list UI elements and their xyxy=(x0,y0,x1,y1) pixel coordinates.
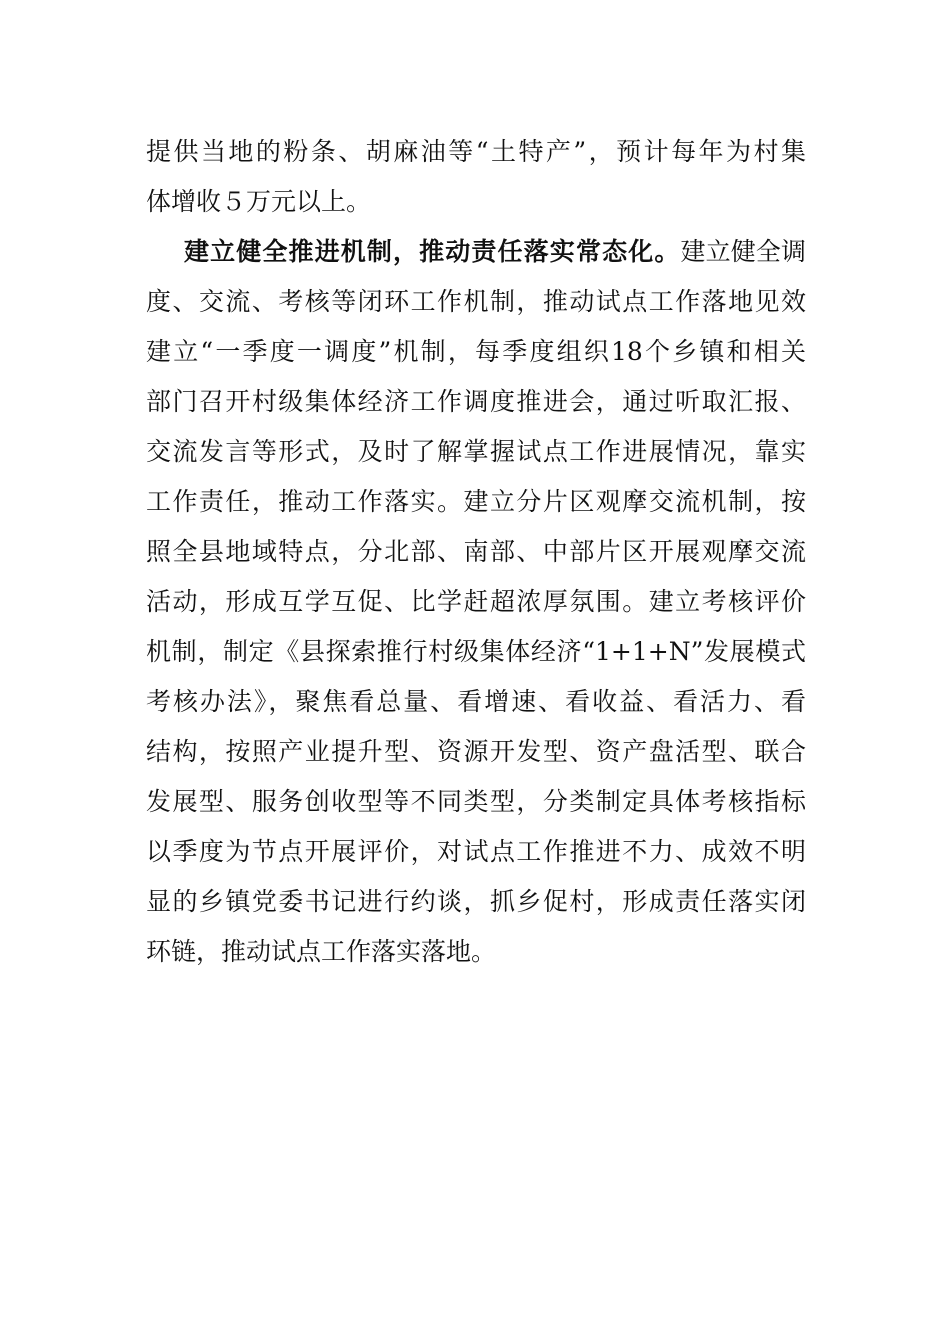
paragraph-1-line-2: 体增收５万元以上。 xyxy=(146,187,372,216)
paragraph-2-line-10: 考核办法》，聚焦看总量、看增速、看收益、看活力、看 xyxy=(146,687,806,716)
paragraph-2-first-line-rest: 建立健全调 xyxy=(680,237,806,266)
paragraph-2-line-9: 机制，制定《县探索推行村级集体经济“1+1+N”发展模式 xyxy=(146,637,806,666)
paragraph-2-line-7: 照全县地域特点，分北部、南部、中部片区开展观摩交流 xyxy=(146,537,806,566)
paragraph-1-line-1: 提供当地的粉条、胡麻油等“土特产”，预计每年为村集 xyxy=(146,137,806,166)
paragraph-2-line-6: 工作责任，推动工作落实。建立分片区观摩交流机制，按 xyxy=(146,487,806,516)
paragraph-2-line-12: 发展型、服务创收型等不同类型，分类制定具体考核指标 xyxy=(146,787,806,816)
paragraph-2-line-13: 以季度为节点开展评价，对试点工作推进不力、成效不明 xyxy=(146,837,806,866)
paragraph-2-lead-in: 建立健全推进机制，推动责任落实常态化。 xyxy=(184,237,681,266)
paragraph-2-line-4: 部门召开村级集体经济工作调度推进会，通过听取汇报、 xyxy=(146,387,806,416)
paragraph-2-line-15: 环链，推动试点工作落实落地。 xyxy=(146,937,497,966)
paragraph-2-line-14: 显的乡镇党委书记进行约谈，抓乡促村，形成责任落实闭 xyxy=(146,887,806,916)
paragraph-2-line-1 xyxy=(184,232,806,272)
paragraph-2-line-8: 活动，形成互学互促、比学赶超浓厚氛围。建立考核评价 xyxy=(146,587,806,616)
paragraph-2-line-5: 交流发言等形式，及时了解掌握试点工作进展情况，靠实 xyxy=(146,437,806,466)
paragraph-2-line-2: 度、交流、考核等闭环工作机制，推动试点工作落地见效 xyxy=(146,287,806,316)
paragraph-2-line-3: 建立“一季度一调度”机制，每季度组织18个乡镇和相关 xyxy=(146,337,806,366)
paragraph-2-line-11: 结构，按照产业提升型、资源开发型、资产盘活型、联合 xyxy=(146,737,806,766)
